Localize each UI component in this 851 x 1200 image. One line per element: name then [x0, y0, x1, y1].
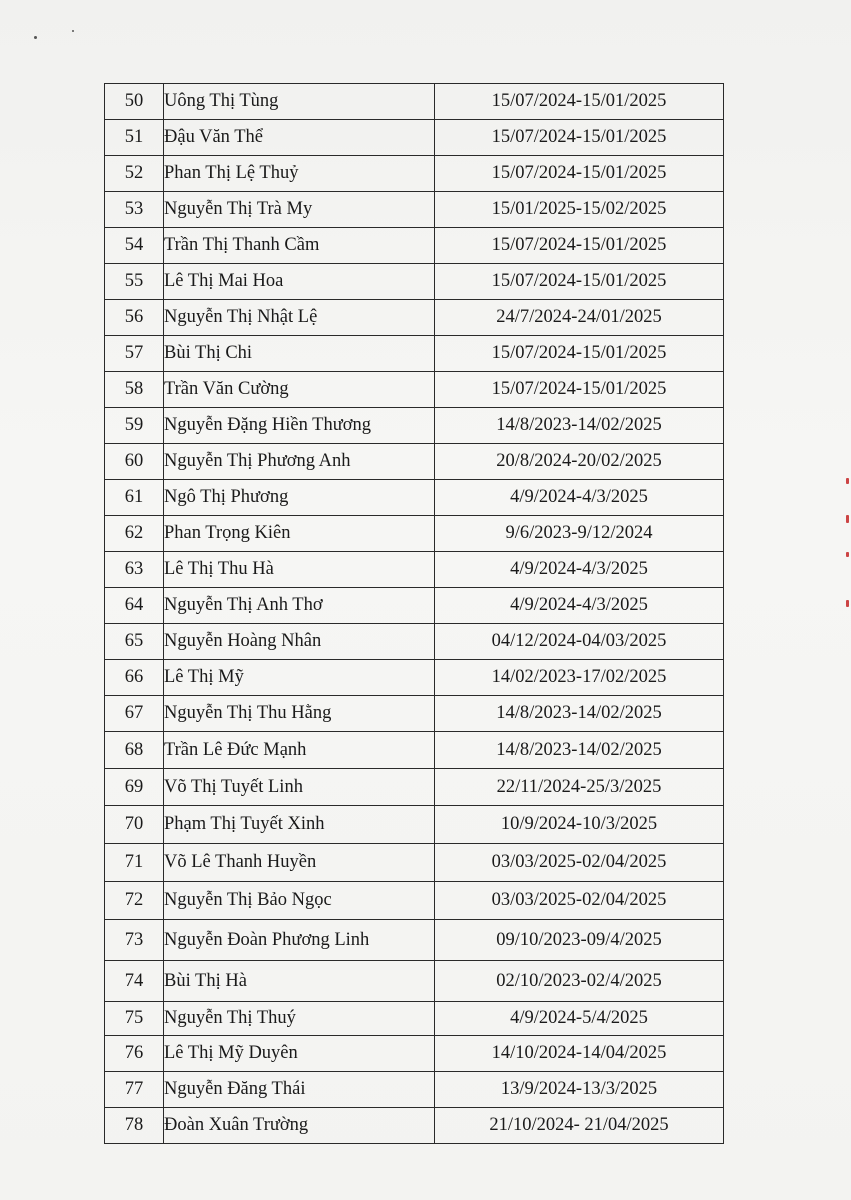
row-number: 66	[105, 660, 164, 696]
date-range: 14/8/2023-14/02/2025	[435, 696, 724, 732]
row-number: 76	[105, 1036, 164, 1072]
person-name: Phan Thị Lệ Thuỷ	[164, 156, 435, 192]
person-name: Ngô Thị Phương	[164, 480, 435, 516]
date-range: 4/9/2024-4/3/2025	[435, 588, 724, 624]
person-name: Nguyễn Thị Phương Anh	[164, 444, 435, 480]
margin-stamp-mark	[846, 552, 849, 557]
table-row	[105, 408, 724, 444]
roster-table	[104, 83, 724, 1144]
person-name: Nguyễn Thị Trà My	[164, 192, 435, 228]
row-number: 53	[105, 192, 164, 228]
table-row	[105, 920, 724, 961]
table-row	[105, 336, 724, 372]
row-number: 54	[105, 228, 164, 264]
row-number: 59	[105, 408, 164, 444]
row-number: 65	[105, 624, 164, 660]
table-row	[105, 732, 724, 769]
row-number: 78	[105, 1108, 164, 1144]
table-row	[105, 1108, 724, 1144]
person-name: Lê Thị Thu Hà	[164, 552, 435, 588]
person-name: Trần Thị Thanh Cầm	[164, 228, 435, 264]
row-number: 55	[105, 264, 164, 300]
person-name: Võ Lê Thanh Huyền	[164, 844, 435, 882]
person-name: Nguyễn Hoàng Nhân	[164, 624, 435, 660]
row-number: 70	[105, 806, 164, 844]
table-row	[105, 696, 724, 732]
table-row	[105, 552, 724, 588]
row-number: 57	[105, 336, 164, 372]
row-number: 72	[105, 882, 164, 920]
person-name: Trần Lê Đức Mạnh	[164, 732, 435, 769]
date-range: 22/11/2024-25/3/2025	[435, 769, 724, 806]
row-number: 51	[105, 120, 164, 156]
date-range: 14/02/2023-17/02/2025	[435, 660, 724, 696]
row-number: 58	[105, 372, 164, 408]
person-name: Phan Trọng Kiên	[164, 516, 435, 552]
row-number: 71	[105, 844, 164, 882]
table-row	[105, 806, 724, 844]
table-row	[105, 156, 724, 192]
person-name: Lê Thị Mai Hoa	[164, 264, 435, 300]
date-range: 15/01/2025-15/02/2025	[435, 192, 724, 228]
date-range: 15/07/2024-15/01/2025	[435, 264, 724, 300]
date-range: 03/03/2025-02/04/2025	[435, 844, 724, 882]
table-row	[105, 120, 724, 156]
table-row	[105, 588, 724, 624]
date-range: 15/07/2024-15/01/2025	[435, 84, 724, 120]
table-row	[105, 192, 724, 228]
person-name: Phạm Thị Tuyết Xinh	[164, 806, 435, 844]
person-name: Đoàn Xuân Trường	[164, 1108, 435, 1144]
row-number: 69	[105, 769, 164, 806]
table-row	[105, 769, 724, 806]
table-row	[105, 660, 724, 696]
table-row	[105, 1002, 724, 1036]
person-name: Đậu Văn Thể	[164, 120, 435, 156]
person-name: Nguyễn Thị Nhật Lệ	[164, 300, 435, 336]
person-name: Lê Thị Mỹ	[164, 660, 435, 696]
row-number: 77	[105, 1072, 164, 1108]
date-range: 14/10/2024-14/04/2025	[435, 1036, 724, 1072]
date-range: 09/10/2023-09/4/2025	[435, 920, 724, 961]
roster-table-body	[105, 84, 724, 1144]
date-range: 13/9/2024-13/3/2025	[435, 1072, 724, 1108]
row-number: 68	[105, 732, 164, 769]
margin-stamp-mark	[846, 600, 849, 607]
date-range: 02/10/2023-02/4/2025	[435, 961, 724, 1002]
row-number: 75	[105, 1002, 164, 1036]
date-range: 4/9/2024-4/3/2025	[435, 480, 724, 516]
date-range: 15/07/2024-15/01/2025	[435, 156, 724, 192]
person-name: Nguyễn Đăng Thái	[164, 1072, 435, 1108]
person-name: Nguyễn Đoàn Phương Linh	[164, 920, 435, 961]
person-name: Bùi Thị Chi	[164, 336, 435, 372]
date-range: 9/6/2023-9/12/2024	[435, 516, 724, 552]
date-range: 4/9/2024-4/3/2025	[435, 552, 724, 588]
date-range: 4/9/2024-5/4/2025	[435, 1002, 724, 1036]
date-range: 14/8/2023-14/02/2025	[435, 732, 724, 769]
date-range: 04/12/2024-04/03/2025	[435, 624, 724, 660]
margin-stamp-mark	[846, 515, 849, 523]
person-name: Nguyễn Thị Thuý	[164, 1002, 435, 1036]
person-name: Uông Thị Tùng	[164, 84, 435, 120]
row-number: 67	[105, 696, 164, 732]
person-name: Nguyễn Thị Thu Hằng	[164, 696, 435, 732]
date-range: 15/07/2024-15/01/2025	[435, 228, 724, 264]
date-range: 21/10/2024- 21/04/2025	[435, 1108, 724, 1144]
person-name: Bùi Thị Hà	[164, 961, 435, 1002]
row-number: 62	[105, 516, 164, 552]
person-name: Nguyễn Đặng Hiền Thương	[164, 408, 435, 444]
table-row	[105, 372, 724, 408]
row-number: 60	[105, 444, 164, 480]
row-number: 61	[105, 480, 164, 516]
table-row	[105, 264, 724, 300]
scan-speck	[72, 30, 74, 32]
table-row	[105, 228, 724, 264]
row-number: 50	[105, 84, 164, 120]
date-range: 10/9/2024-10/3/2025	[435, 806, 724, 844]
table-row	[105, 300, 724, 336]
row-number: 64	[105, 588, 164, 624]
date-range: 15/07/2024-15/01/2025	[435, 372, 724, 408]
date-range: 24/7/2024-24/01/2025	[435, 300, 724, 336]
row-number: 73	[105, 920, 164, 961]
scan-speck	[34, 36, 37, 39]
row-number: 52	[105, 156, 164, 192]
date-range: 15/07/2024-15/01/2025	[435, 120, 724, 156]
table-row	[105, 1072, 724, 1108]
person-name: Võ Thị Tuyết Linh	[164, 769, 435, 806]
table-row	[105, 480, 724, 516]
table-row	[105, 1036, 724, 1072]
table-row	[105, 961, 724, 1002]
margin-stamp-mark	[846, 478, 849, 484]
table-row	[105, 444, 724, 480]
table-row	[105, 844, 724, 882]
date-range: 15/07/2024-15/01/2025	[435, 336, 724, 372]
person-name: Nguyễn Thị Anh Thơ	[164, 588, 435, 624]
row-number: 56	[105, 300, 164, 336]
date-range: 20/8/2024-20/02/2025	[435, 444, 724, 480]
person-name: Trần Văn Cường	[164, 372, 435, 408]
date-range: 14/8/2023-14/02/2025	[435, 408, 724, 444]
table-row	[105, 624, 724, 660]
person-name: Lê Thị Mỹ Duyên	[164, 1036, 435, 1072]
person-name: Nguyễn Thị Bảo Ngọc	[164, 882, 435, 920]
table-row	[105, 84, 724, 120]
date-range: 03/03/2025-02/04/2025	[435, 882, 724, 920]
row-number: 63	[105, 552, 164, 588]
table-row	[105, 882, 724, 920]
table-row	[105, 516, 724, 552]
row-number: 74	[105, 961, 164, 1002]
